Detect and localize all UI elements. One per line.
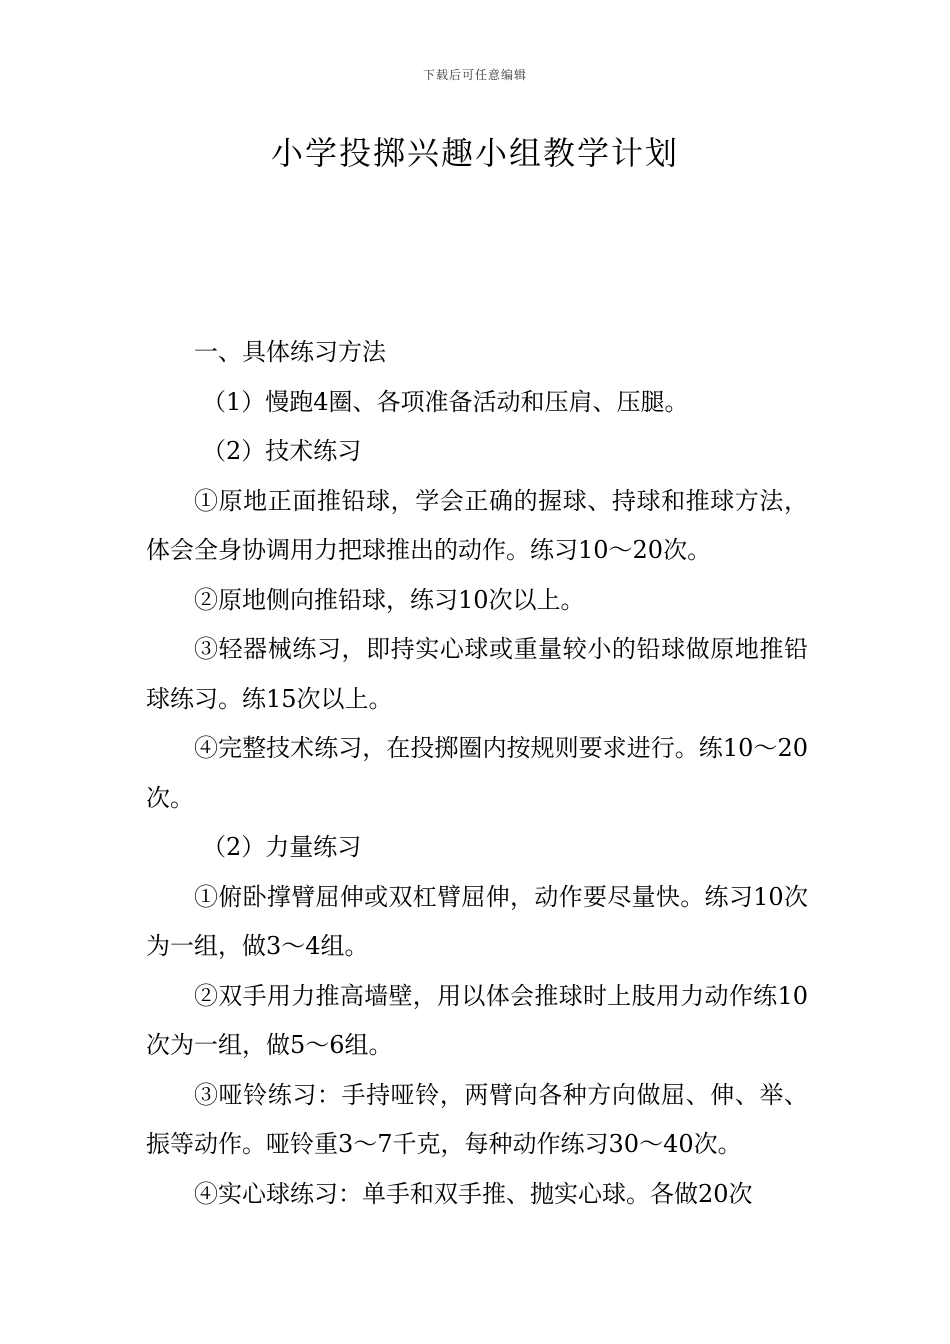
- paragraph-strength-2: ②双手用力推高墙壁，用以体会推球时上肢用力动作练10次为一组，做5～6组。: [146, 981, 808, 1059]
- paragraph-technique-3: ③轻器械练习，即持实心球或重量较小的铅球做原地推铅球练习。练15次以上。: [146, 635, 808, 713]
- subheading-strength: （2）力量练习: [202, 833, 362, 861]
- section-heading: 一、具体练习方法: [194, 338, 386, 366]
- paragraph-strength-4: ④实心球练习：单手和双手推、抛实心球。各做20次: [194, 1179, 753, 1208]
- paragraph-strength-1: ①俯卧撑臂屈伸或双杠臂屈伸，动作要尽量快。练习10次为一组，做3～4组。: [146, 882, 808, 960]
- paragraph-warmup: （1）慢跑4圈、各项准备活动和压肩、压腿。: [202, 387, 689, 416]
- document-title: 小学投掷兴趣小组教学计划: [270, 134, 679, 172]
- paragraph-technique-4: ④完整技术练习，在投掷圈内按规则要求进行。练10～20次。: [146, 734, 808, 812]
- paragraph-technique-2: ②原地侧向推铅球，练习10次以上。: [194, 585, 585, 614]
- document-body: [146, 328, 808, 1219]
- paragraph-technique-1: ①原地正面推铅球，学会正确的握球、持球和推球方法，体会全身协调用力把球推出的动作。练习10～20次。: [146, 486, 808, 564]
- subheading-technique: （2）技术练习: [202, 437, 362, 465]
- paragraph-strength-3: ③哑铃练习：手持哑铃，两臂向各种方向做屈、伸、举、振等动作。哑铃重3～7千克，每种动作练习30～40次。: [146, 1080, 808, 1158]
- header-note: 下载后可任意编辑: [422, 68, 527, 82]
